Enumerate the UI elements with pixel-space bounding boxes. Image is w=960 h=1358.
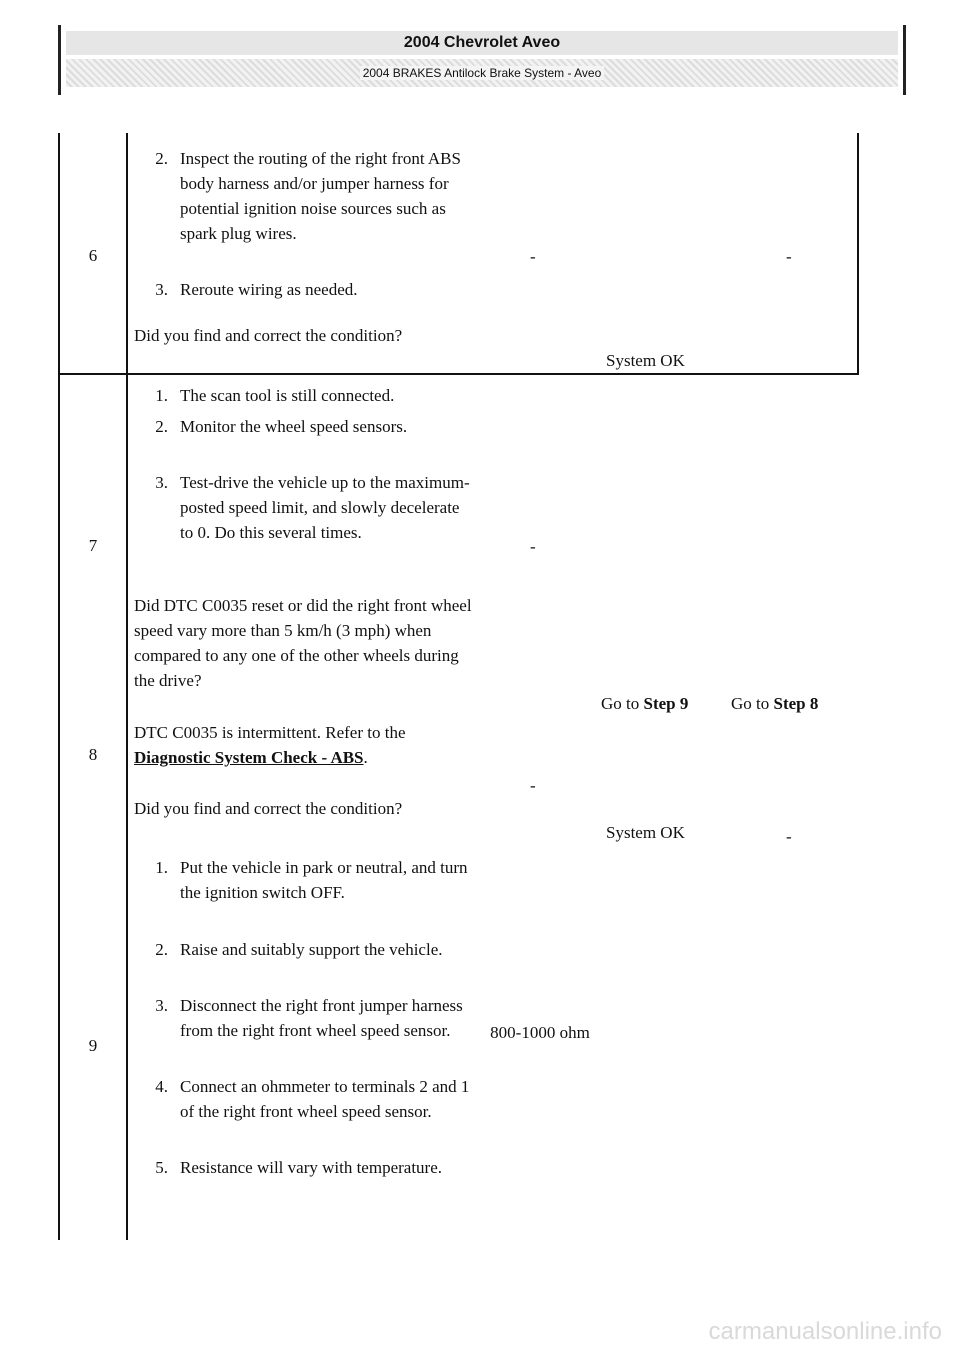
step-intro bbox=[134, 720, 464, 770]
list-item-number: 1. bbox=[155, 386, 168, 405]
step-values: - bbox=[530, 247, 536, 266]
list-item-text: Put the vehicle in park or neutral, and turn the ignition switch OFF. bbox=[180, 858, 468, 902]
list-item-text: Connect an ohmmeter to terminals 2 and 1 of the right front wheel speed sensor. bbox=[180, 1077, 470, 1121]
list-item-text: Test-drive the vehicle up to the maximum-posted speed limit, and slowly decelerate to 0. Do this several times. bbox=[180, 473, 470, 542]
step-values: - bbox=[530, 537, 536, 556]
header-left-rule bbox=[58, 25, 61, 95]
list-item-number: 3. bbox=[155, 280, 168, 299]
list-item-text: Raise and suitably support the vehicle. bbox=[180, 940, 443, 959]
step-no-result: - bbox=[786, 247, 792, 266]
step-column-divider bbox=[126, 133, 128, 1240]
go-to-step-8-link[interactable]: Step 8 bbox=[773, 694, 819, 713]
step-no-prefix: Go to bbox=[731, 694, 774, 713]
go-to-step-9-link[interactable]: Step 9 bbox=[643, 694, 689, 713]
row-divider bbox=[58, 373, 859, 375]
step-intro-text: DTC C0035 is intermittent. Refer to the bbox=[134, 723, 406, 742]
step-values: 800-1000 ohm bbox=[490, 1023, 590, 1042]
list-item-text: Inspect the routing of the right front ABS body harness and/or jumper harness for potential ignition noise sources such as spark plug wires. bbox=[180, 149, 461, 243]
list-item-number: 1. bbox=[155, 858, 168, 877]
diagnostic-system-check-link[interactable]: Diagnostic System Check - ABS bbox=[134, 748, 364, 767]
document-header bbox=[58, 25, 906, 95]
list-item-text: Disconnect the right front jumper harness from the right front wheel speed sensor. bbox=[180, 996, 463, 1040]
step-number: 6 bbox=[88, 246, 98, 265]
step-question: Did you find and correct the condition? bbox=[134, 799, 403, 818]
list-item-text: Reroute wiring as needed. bbox=[180, 280, 358, 299]
list-item-number: 4. bbox=[155, 1077, 168, 1096]
list-item-number: 5. bbox=[155, 1158, 168, 1177]
page-subtitle bbox=[66, 59, 898, 87]
table-left-border bbox=[58, 133, 60, 1240]
list-item-text: Resistance will vary with temperature. bbox=[180, 1158, 442, 1177]
list-item-number: 3. bbox=[155, 996, 168, 1015]
step-no-result bbox=[731, 691, 818, 716]
watermark-text: carmanualsonline.info bbox=[708, 1318, 942, 1345]
step-question: Did you find and correct the condition? bbox=[134, 326, 403, 345]
list-item-text: The scan tool is still connected. bbox=[180, 386, 395, 405]
step-yes-prefix: Go to bbox=[601, 694, 644, 713]
step-yes-result bbox=[601, 691, 688, 716]
step-yes-result: System OK bbox=[606, 351, 685, 370]
step-intro-suffix: . bbox=[363, 748, 368, 767]
step-yes-result: System OK bbox=[606, 823, 685, 842]
step-values: - bbox=[530, 776, 536, 795]
header-right-rule bbox=[903, 25, 906, 95]
list-item-number: 2. bbox=[155, 149, 168, 168]
table-right-border bbox=[857, 133, 859, 374]
step-number: 7 bbox=[88, 536, 98, 555]
page-title: 2004 Chevrolet Aveo bbox=[66, 31, 898, 55]
step-number: 8 bbox=[88, 745, 98, 764]
list-item-number: 2. bbox=[155, 417, 168, 436]
step-number: 9 bbox=[88, 1036, 98, 1055]
list-item-text: Monitor the wheel speed sensors. bbox=[180, 417, 408, 436]
list-item-number: 2. bbox=[155, 940, 168, 959]
step-no-result: - bbox=[786, 827, 792, 846]
step-question: Did DTC C0035 reset or did the right front wheel speed vary more than 5 km/h (3 mph) when compared to any one of the other wheels during the drive? bbox=[134, 596, 472, 690]
page-subtitle-text: 2004 BRAKES Antilock Brake System - Aveo bbox=[360, 66, 605, 80]
list-item-number: 3. bbox=[155, 473, 168, 492]
